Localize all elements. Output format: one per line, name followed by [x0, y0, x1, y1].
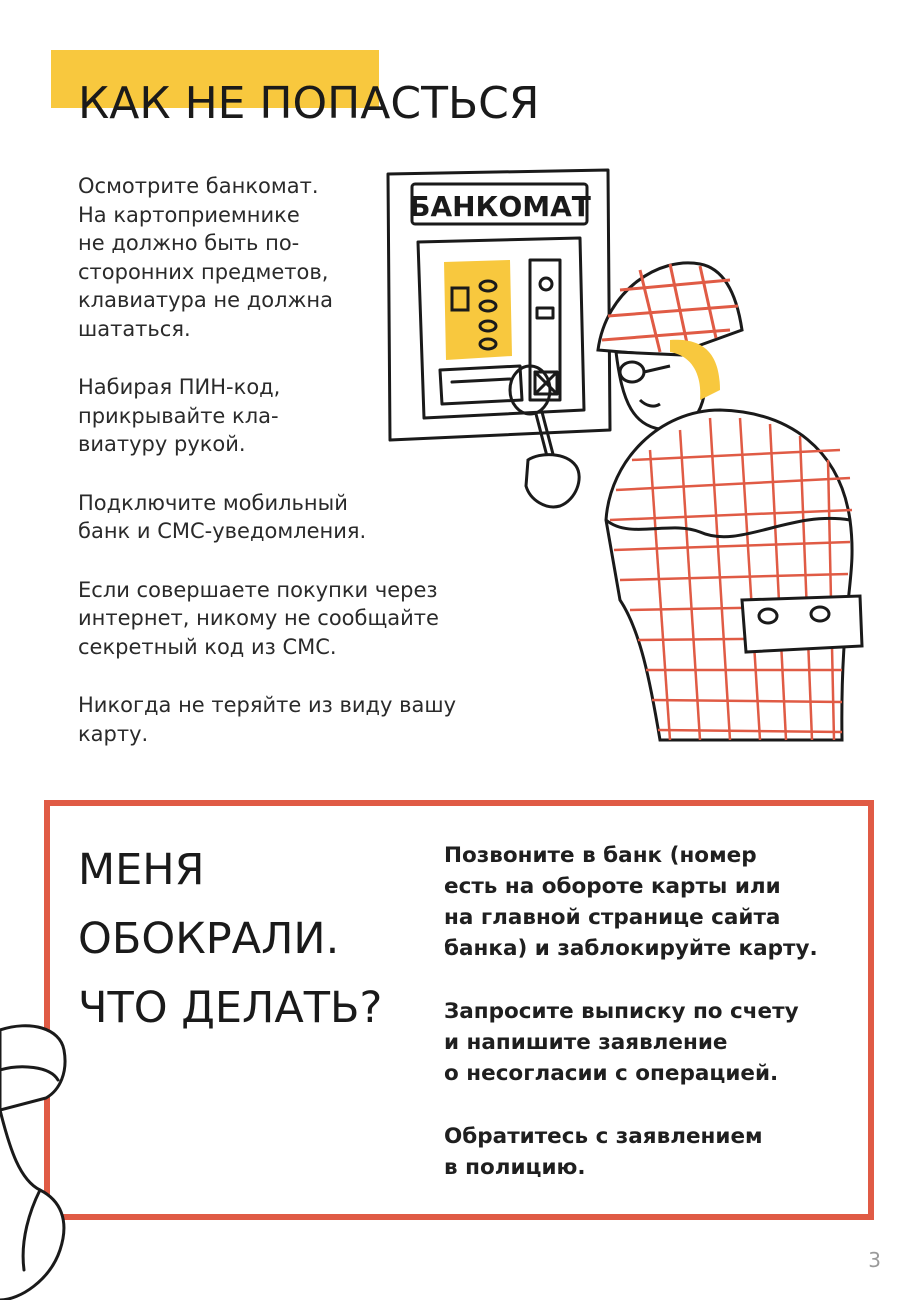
tip-cover-keypad: Набирая ПИН-код, прикрывайте кла- виатуру рукой. [78, 375, 281, 456]
step-police: Обратитесь с заявлением в полицию. [444, 1124, 763, 1180]
step-call-bank: Позвоните в банк (номер есть на обороте карты или на главной странице сайта банка) и заблокируйте карту. [444, 843, 818, 961]
page-title: КАК НЕ ПОПАСТЬСЯ [78, 78, 540, 129]
detective-at-atm-illustration [370, 160, 890, 750]
step-request-statement: Запросите выписку по счету и напишите заявление о несогласии с операцией. [444, 999, 799, 1086]
stolen-heading [78, 836, 382, 1043]
stolen-heading-line: ЧТО ДЕЛАТЬ? [78, 983, 383, 1033]
tip-mobile-bank: Подключите мобильный банк и СМС-уведомления. [78, 490, 367, 543]
tip-secret-code: Если совершаете покупки через интернет, никому не сообщайте секретный код из СМС. [78, 577, 439, 659]
atm-sign-label: БАНКОМАТ [409, 190, 591, 223]
stolen-steps [444, 840, 844, 1215]
hand-illustration [0, 1010, 110, 1300]
stolen-heading-line: МЕНЯ [78, 845, 205, 895]
tip-inspect-atm: Осмотрите банкомат. На картоприемнике не должно быть по- сторонних предметов, клавиатура не должна шататься. [78, 174, 334, 341]
stolen-heading-line: ОБОКРАЛИ. [78, 914, 340, 964]
page-number: 3 [868, 1248, 881, 1272]
tip-watch-card: Никогда не теряйте из виду вашу карту. [78, 693, 457, 746]
